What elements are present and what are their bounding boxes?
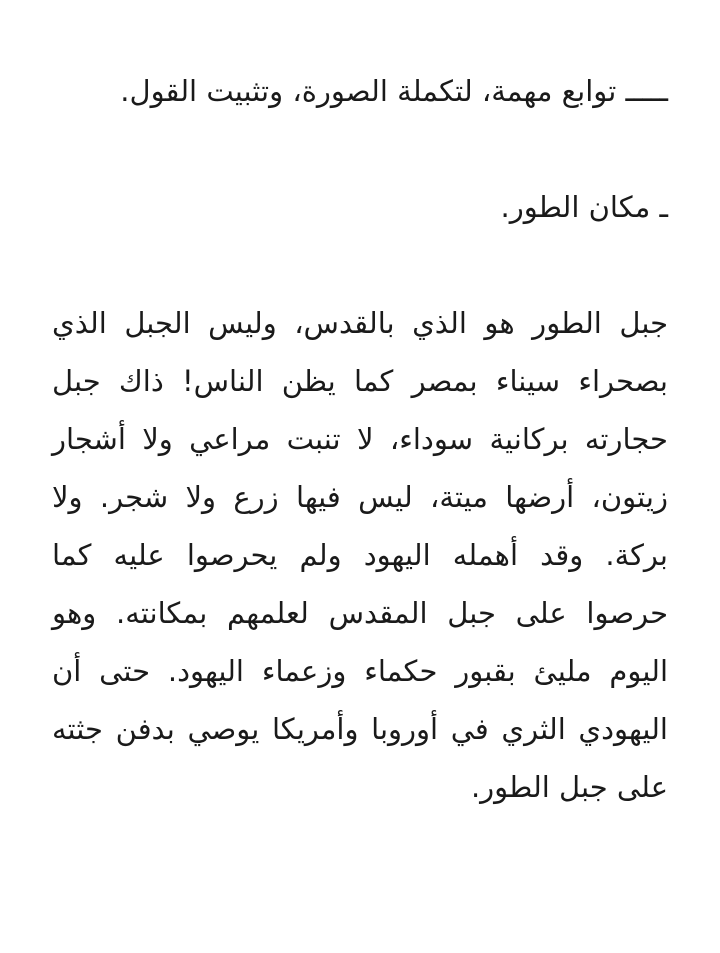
paragraph-spacer — [52, 236, 668, 294]
paragraph-spacer — [52, 120, 668, 178]
intro-line: ـــــ توابع مهمة، لتكملة الصورة، وتثبيت القول. — [120, 74, 668, 108]
body-paragraph: جبل الطور هو الذي بالقدس، وليس الجبل الذي بصحراء سيناء بمصر كما يظن الناس! ذاك جبل حجارته بركانية سوداء، لا تنبت مراعي ولا أشجار زيتون، أرضها ميتة، ليس فيها زرع ولا شجر. ولا بركة. وقد أهمله اليهود ولم يحرصوا عليه كما حرصوا على جبل المقدس لعلمهم بمكانته. وهو اليوم مليئ بقبور حكماء وزعماء اليهود. حتى أن اليهودي الثري في أوروبا وأمريكا يوصي بدفن جثته على جبل الطور. — [52, 306, 668, 804]
section-heading: ـ مكان الطور. — [500, 190, 668, 224]
